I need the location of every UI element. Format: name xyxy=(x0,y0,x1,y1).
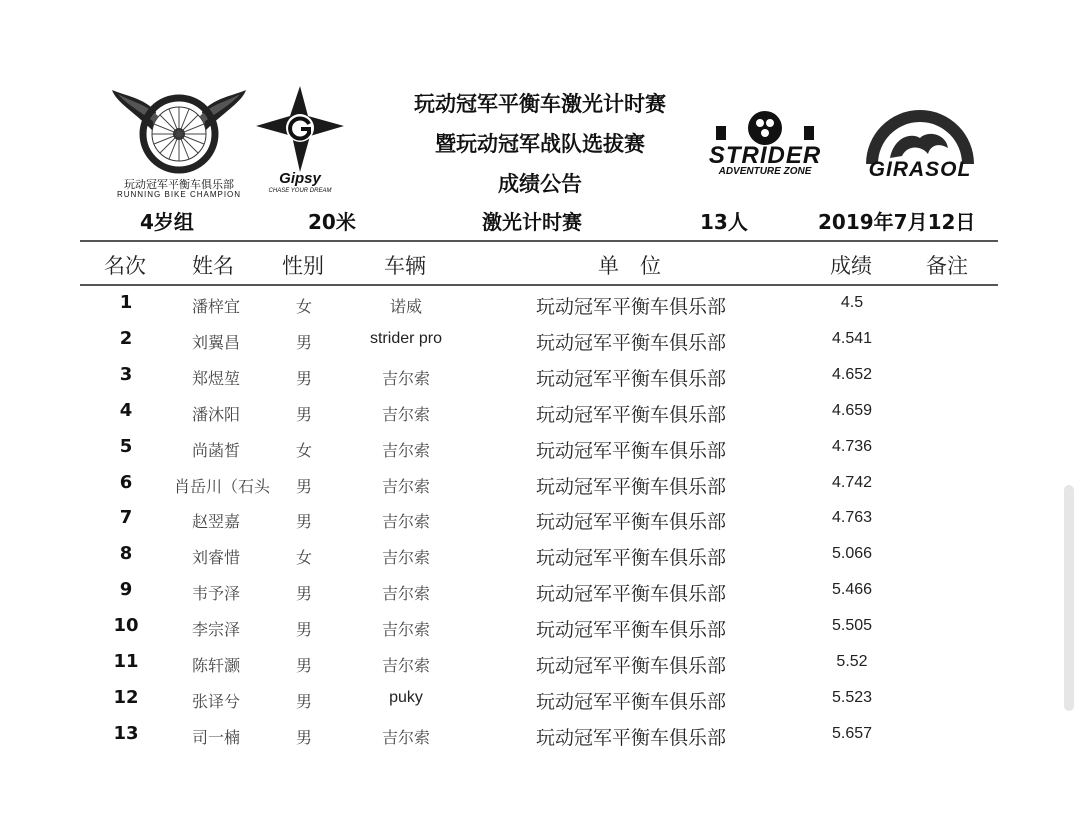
unit-cell: 玩动冠军平衡车俱乐部 xyxy=(535,726,726,749)
table-row xyxy=(0,286,1080,322)
scrollbar[interactable] xyxy=(1064,485,1074,711)
table-row xyxy=(0,322,1080,358)
gender-cell: 男 xyxy=(295,656,312,675)
bike-cell: 吉尔索 xyxy=(381,404,430,424)
unit-cell: 玩动冠军平衡车俱乐部 xyxy=(535,296,726,318)
table-row xyxy=(0,358,1080,394)
girasol-emblem-icon xyxy=(850,108,990,164)
name-cell: 陈轩灏 xyxy=(191,656,240,675)
bike-cell: 吉尔索 xyxy=(381,727,430,747)
bike-cell: 吉尔索 xyxy=(381,620,430,640)
girasol-logo xyxy=(850,108,990,180)
rank-cell: 1 xyxy=(119,292,133,313)
score-cell: 5.52 xyxy=(836,653,868,670)
name-cell: 郑煜堃 xyxy=(191,368,240,388)
bike-cell: 诺威 xyxy=(389,297,422,316)
girasol-brand-text: GIRASOL xyxy=(868,158,972,181)
bike-cell: 吉尔索 xyxy=(381,548,430,568)
rank-cell: 6 xyxy=(119,471,133,493)
bike-cell: 吉尔索 xyxy=(381,368,430,388)
header-name: 姓名 xyxy=(192,254,234,278)
logo-cn-text: 玩动冠军平衡车俱乐部 xyxy=(124,178,234,191)
header-bike: 车辆 xyxy=(384,254,426,278)
rank-cell: 13 xyxy=(113,722,139,744)
header-score: 成绩 xyxy=(830,254,872,278)
winged-wheel-icon xyxy=(104,82,254,178)
score-cell: 4.736 xyxy=(831,437,873,455)
unit-cell: 玩动冠军平衡车俱乐部 xyxy=(535,403,726,426)
table-row xyxy=(0,501,1080,537)
title-line-1: 玩动冠军平衡车激光计时赛 xyxy=(414,92,666,116)
gender-cell: 男 xyxy=(295,476,312,496)
score-cell: 5.657 xyxy=(831,724,873,742)
unit-cell: 玩动冠军平衡车俱乐部 xyxy=(535,475,726,498)
rank-cell: 3 xyxy=(119,363,133,385)
header-rank: 名次 xyxy=(104,254,146,278)
score-cell: 4.659 xyxy=(831,401,873,419)
name-cell: 赵翌嘉 xyxy=(191,512,240,532)
table-row xyxy=(0,537,1080,573)
score-cell: 5.066 xyxy=(831,545,873,563)
event-type: 激光计时赛 xyxy=(482,210,582,234)
gender-cell: 女 xyxy=(295,297,312,316)
gender-cell: 男 xyxy=(295,404,312,424)
unit-cell: 玩动冠军平衡车俱乐部 xyxy=(535,547,726,570)
table-row xyxy=(0,573,1080,609)
bike-cell: 吉尔索 xyxy=(381,656,430,675)
score-cell: 5.466 xyxy=(831,581,873,599)
score-cell: 4.541 xyxy=(831,329,873,347)
name-cell: 刘睿惜 xyxy=(191,548,240,568)
name-cell: 潘沐阳 xyxy=(191,404,240,424)
score-cell: 4.763 xyxy=(831,509,873,527)
gender-cell: 男 xyxy=(295,368,312,388)
header-gender: 性别 xyxy=(282,254,324,278)
score-cell: 4.742 xyxy=(831,473,873,491)
name-cell: 司一楠 xyxy=(191,727,240,747)
table-row xyxy=(0,394,1080,430)
rank-cell: 7 xyxy=(119,507,133,529)
name-cell: 李宗泽 xyxy=(191,620,240,640)
score-cell: 5.523 xyxy=(831,688,873,706)
gender-cell: 男 xyxy=(295,727,312,747)
gender-cell: 男 xyxy=(295,691,312,711)
score-cell: 4.5 xyxy=(840,294,864,311)
gender-cell: 男 xyxy=(295,620,312,640)
unit-cell: 玩动冠军平衡车俱乐部 xyxy=(535,439,726,462)
name-cell: 张译兮 xyxy=(191,691,240,711)
title-line-2: 暨玩动冠军战队选拔赛 xyxy=(435,132,645,156)
name-cell: 潘梓宜 xyxy=(191,297,240,316)
score-cell: 5.505 xyxy=(831,617,873,635)
rank-cell: 2 xyxy=(119,327,133,349)
table-row xyxy=(0,717,1080,753)
age-group: 4岁组 xyxy=(140,210,194,234)
gender-cell: 女 xyxy=(295,440,312,460)
header-unit: 单 位 xyxy=(598,254,661,278)
rank-cell: 4 xyxy=(119,399,133,421)
unit-cell: 玩动冠军平衡车俱乐部 xyxy=(535,367,726,390)
running-bike-champion-logo xyxy=(104,82,254,200)
unit-cell: 玩动冠军平衡车俱乐部 xyxy=(535,655,726,677)
bike-cell: 吉尔索 xyxy=(381,440,430,460)
participant-count: 13人 xyxy=(700,210,748,234)
gender-cell: 男 xyxy=(295,332,312,352)
table-row xyxy=(0,430,1080,466)
rank-cell: 12 xyxy=(113,686,139,708)
gipsy-brand-text: Gipsy xyxy=(279,170,321,187)
bike-cell: 吉尔索 xyxy=(381,584,430,604)
rank-cell: 9 xyxy=(119,579,133,601)
bike-cell: 吉尔索 xyxy=(381,512,430,532)
table-row xyxy=(0,466,1080,502)
score-cell: 4.652 xyxy=(831,365,873,383)
event-date: 2019年7月12日 xyxy=(818,210,976,234)
name-cell: 韦予泽 xyxy=(191,584,240,604)
table-row xyxy=(0,645,1080,681)
name-cell: 尚菡皙 xyxy=(191,440,240,460)
bike-cell: 吉尔索 xyxy=(381,476,430,496)
title-line-3: 成绩公告 xyxy=(498,172,582,196)
gender-cell: 女 xyxy=(295,548,312,568)
bike-cell: strider pro xyxy=(369,329,443,347)
header-note: 备注 xyxy=(926,254,968,278)
logo-en-text: RUNNING BIKE CHAMPION xyxy=(116,190,242,199)
gender-cell: 男 xyxy=(295,584,312,604)
distance: 20米 xyxy=(308,210,356,234)
table-row xyxy=(0,681,1080,717)
strider-sub-text: ADVENTURE ZONE xyxy=(718,166,812,177)
unit-cell: 玩动冠军平衡车俱乐部 xyxy=(535,331,726,354)
name-cell: 刘翼昌 xyxy=(191,332,240,352)
rank-cell: 10 xyxy=(113,615,139,637)
rank-cell: 11 xyxy=(113,651,139,672)
unit-cell: 玩动冠军平衡车俱乐部 xyxy=(535,583,726,606)
table-row xyxy=(0,609,1080,645)
gender-cell: 男 xyxy=(295,512,312,532)
rank-cell: 5 xyxy=(119,435,133,457)
gipsy-slogan-text: CHASE YOUR DREAM xyxy=(268,188,332,194)
header-top-rule xyxy=(80,240,998,242)
rank-cell: 8 xyxy=(119,543,133,565)
unit-cell: 玩动冠军平衡车俱乐部 xyxy=(535,619,726,642)
unit-cell: 玩动冠军平衡车俱乐部 xyxy=(535,511,726,534)
bike-cell: puky xyxy=(389,688,423,706)
strider-brand-text: STRIDER xyxy=(708,142,822,169)
unit-cell: 玩动冠军平衡车俱乐部 xyxy=(535,690,726,713)
name-cell: 肖岳川（石头 xyxy=(174,476,271,496)
